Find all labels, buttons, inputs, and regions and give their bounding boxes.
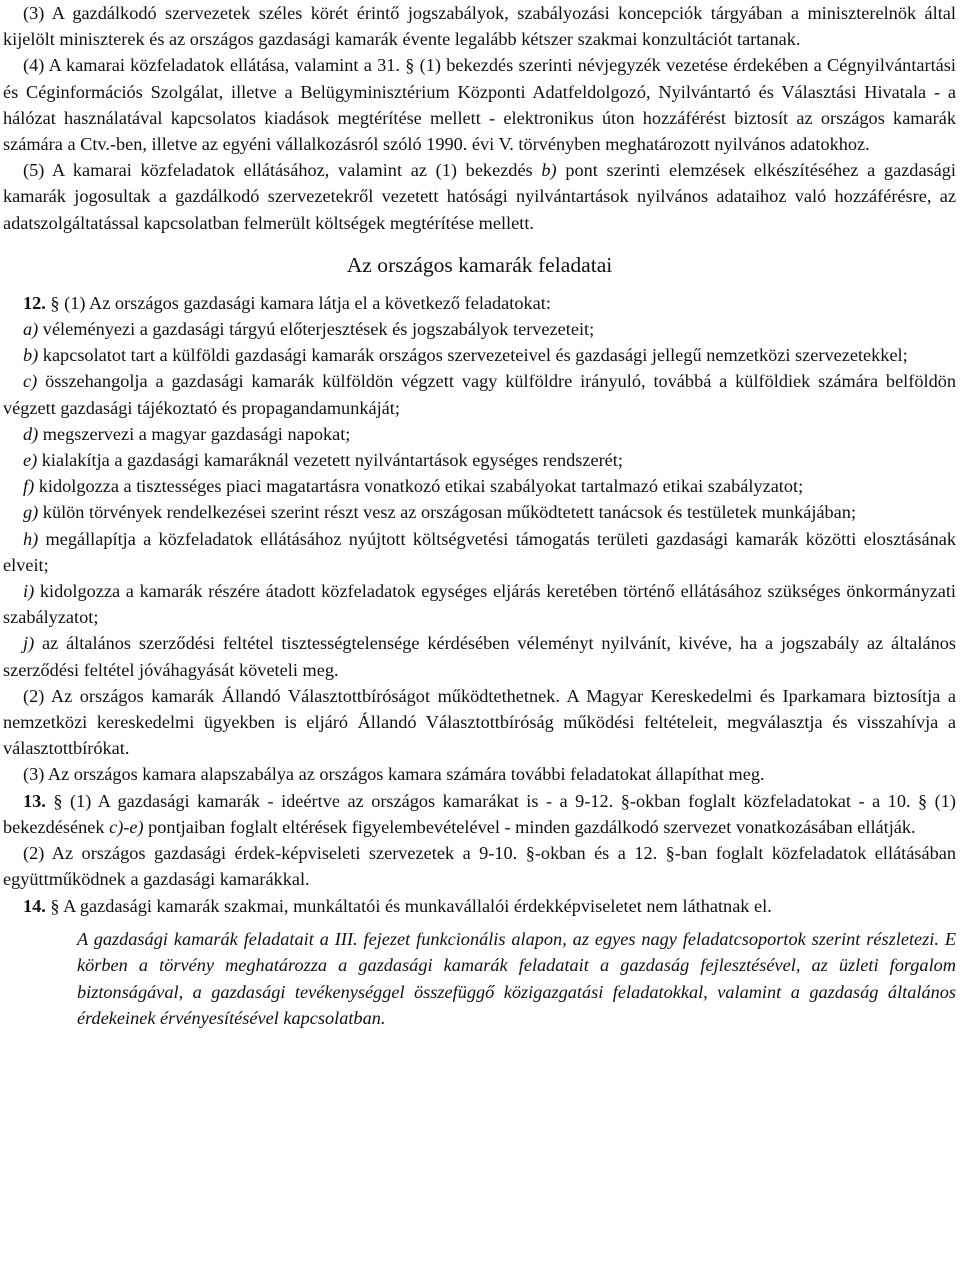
section-13-text-a: § (1) A gazdasági kamarák - ideértve az országos kamarákat is - a 9-12. §-okban foglalt közfeladatokat - a 10. § (1) bekezdésének [3, 790, 956, 837]
section-12-number: 12. [23, 292, 46, 313]
paragraph-11-4: (4) A kamarai közfeladatok ellátása, valamint a 31. § (1) bekezdés szerinti névjegyzék vezetése érdekében a Cégnyilvántartási és Céginformációs Szolgálat, illetve a Belügyminisztérium Központi Adatfeldolgozó, Nyilvántartó és Választási Hivatala - a hálózat használatával kapcsolatos kiadások megtérítése mellett - elektronikus úton hozzáférést biztosít az országos kamarák számára a Ctv.-ben, illetve az egyéni vállalkozásról szóló 1990. évi V. törvényben meghatározott nyilvános adatokhoz. [3, 55, 956, 155]
list-item [3, 630, 956, 682]
list-item [3, 578, 956, 630]
list-item-text: kialakítja a gazdasági kamaráknál vezetett nyilvántartások egységes rendszerét; [37, 450, 623, 471]
list-item-text: kidolgozza a tisztességes piaci magatartásra vonatkozó etikai szabályokat tartalmazó etikai szabályzatot; [34, 476, 804, 497]
closing-note: A gazdasági kamarák feladatait a III. fejezet funkcionális alapon, az egyes nagy feladatcsoportok szerint részletezi. E körben a törvény meghatározza a gazdasági kamarák feladatait a gazdaság fejlesztésével, az üzleti forgalom biztonságával, a gazdasági tevékenységgel összefüggő közigazgatási feladatokkal, valamint a gazdaság általános érdekeinek érvényesítésével kapcsolatban. [77, 928, 956, 1028]
paragraph-11-5 [3, 157, 956, 236]
section-13-para-2: (2) Az országos gazdasági érdek-képviseleti szervezetek a 9-10. §-okban és a 12. §-ban foglalt közfeladatok ellátásában együttműködnek a gazdasági kamarákkal. [3, 843, 956, 890]
list-item-label: e) [23, 450, 38, 471]
section-12-intro-text: § (1) Az országos gazdasági kamara látja el a következő feladatokat: [45, 292, 551, 313]
document-page [3, 0, 956, 1031]
list-item-text: kapcsolatot tart a külföldi gazdasági kamarák országos szervezeteivel és gazdasági jellegű nemzetközi szervezetekkel; [38, 345, 908, 366]
section-12-para-3: (3) Az országos kamara alapszabálya az országos kamara számára további feladatokat állapíthat meg. [23, 764, 765, 785]
paragraph-11-5-text-b: pont szerinti elemzések elkészítéséhez a gazdasági kamarák jogosultak a gazdálkodó szervezetekről vezetett hatósági nyilvántartások nyilvános adataihoz való hozzáférésre, az adatszolgáltatással kapcsolatban felmerült költségek megtérítése mellett. [3, 160, 957, 233]
list-item [3, 499, 956, 525]
list-item-text: kidolgozza a kamarák részére átadott közfeladatok egységes eljárás keretében történő ellátásához szükséges önkormányzati szabályzatot; [3, 581, 956, 628]
section-12-list [3, 316, 956, 683]
section-14-text: § A gazdasági kamarák szakmai, munkáltatói és munkavállalói érdekképviseletet nem láthatnak el. [45, 895, 772, 916]
list-item [3, 368, 956, 420]
list-item [3, 421, 956, 447]
list-item [3, 342, 956, 368]
list-item-label: b) [23, 345, 39, 366]
paragraph-11-5-text-a: (5) A kamarai közfeladatok ellátásához, valamint az (1) bekezdés [23, 160, 542, 181]
list-item [3, 473, 956, 499]
list-item-label: d) [23, 423, 39, 444]
section-13-text-b: pontjaiban foglalt eltérések figyelembevételével - minden gazdálkodó szervezet vonatkozásában ellátják. [143, 816, 916, 837]
list-item [3, 526, 956, 578]
list-item-label: j) [23, 633, 35, 654]
section-heading: Az országos kamarák feladatai [346, 252, 613, 277]
section-14 [3, 893, 956, 919]
list-item-label: i) [23, 581, 35, 602]
list-item-label: g) [23, 502, 39, 523]
list-item-text: megszervezi a magyar gazdasági napokat; [38, 423, 351, 444]
list-item-text: megállapítja a közfeladatok ellátásához nyújtott költségvetési támogatás területi gazdasági kamarák közötti elosztásának elveit; [3, 528, 956, 575]
section-13-ref: c)-e) [109, 816, 144, 837]
section-13-para-1 [3, 788, 956, 840]
section-12-intro [3, 290, 956, 316]
list-item-label: c) [23, 371, 38, 392]
paragraph-11-3: (3) A gazdálkodó szervezetek széles körét érintő jogszabályok, szabályozási koncepciók tárgyában a miniszterelnök által kijelölt miniszterek és az országos gazdasági kamarák évente legalább kétszer szakmai konzultációt tartanak. [3, 3, 956, 50]
list-item-text: véleményezi a gazdasági tárgyú előterjesztések és jogszabályok tervezeteit; [38, 319, 595, 340]
list-item-text: összehangolja a gazdasági kamarák külföldön végzett vagy külföldre irányuló, továbbá a külföldiek számára belföldön végzett gazdasági tájékoztató és propagandamunkáját; [3, 371, 956, 418]
list-item [3, 447, 956, 473]
list-item-label: f) [23, 476, 35, 497]
paragraph-11-5-ref: b) [541, 160, 557, 181]
list-item-label: a) [23, 319, 39, 340]
list-item [3, 316, 956, 342]
list-item-text: az általános szerződési feltétel tisztességtelensége kérdésében véleményt nyilvánít, kivéve, ha a jogszabály az általános szerződési feltétel jóváhagyását követeli meg. [3, 633, 956, 680]
section-14-number: 14. [23, 895, 46, 916]
section-13-number: 13. [23, 790, 46, 811]
list-item-label: h) [23, 528, 39, 549]
list-item-text: külön törvények rendelkezései szerint részt vesz az országosan működtetett tanácsok és testületek munkájában; [38, 502, 857, 523]
section-12-para-2: (2) Az országos kamarák Állandó Választottbíróságot működtethetnek. A Magyar Kereskedelmi és Iparkamara biztosítja a nemzetközi kereskedelmi ügyekben is eljáró Állandó Választottbíróság működési feltételeit, megválasztja és visszahívja a választottbírókat. [3, 685, 956, 759]
